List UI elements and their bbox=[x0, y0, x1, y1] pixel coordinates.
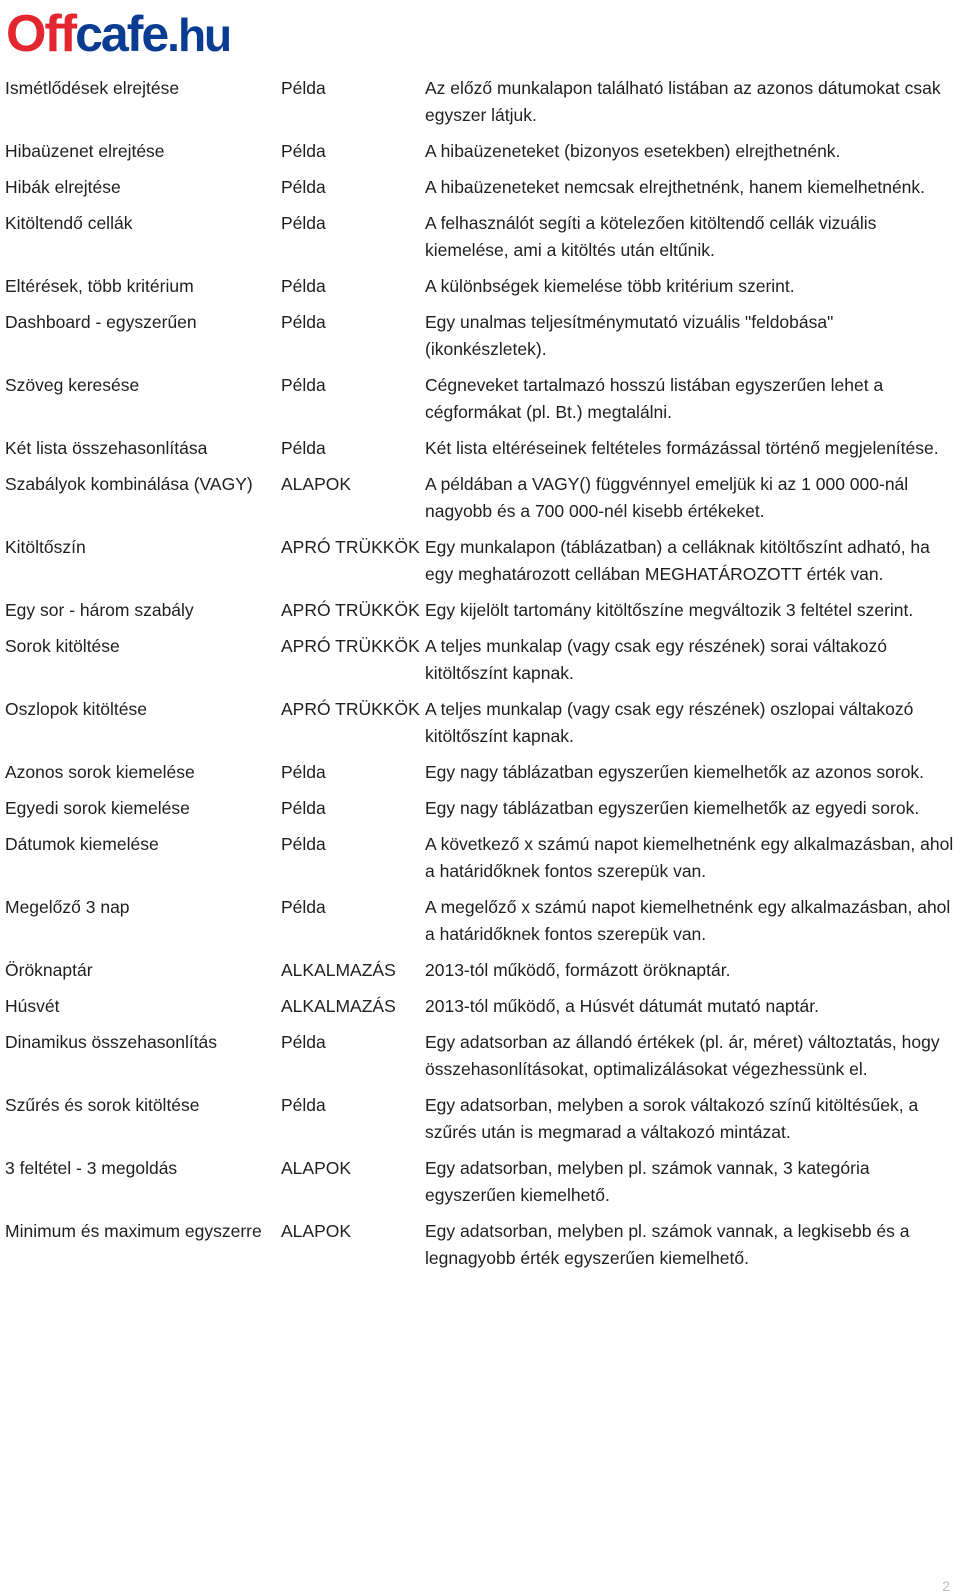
row-type: Példa bbox=[281, 1032, 326, 1052]
row-description: Egy munkalapon (táblázatban) a celláknak kitöltőszínt adható, ha egy meghatározott cellában MEGHATÁROZOTT érték van. bbox=[425, 537, 930, 584]
row-description: Az előző munkalapon található listában az azonos dátumokat csak egyszer látjuk. bbox=[425, 78, 941, 125]
table-row bbox=[5, 696, 955, 750]
row-type: Példa bbox=[281, 78, 326, 98]
row-name: Egy sor - három szabály bbox=[5, 600, 194, 620]
table-row bbox=[5, 1029, 955, 1083]
row-type: Példa bbox=[281, 834, 326, 854]
row-name: Ismétlődések elrejtése bbox=[5, 78, 180, 98]
row-description: Egy adatsorban az állandó értékek (pl. ár, méret) változtatás, hogy összehasonlításokat, optimalizálásokat végezhessünk el. bbox=[425, 1032, 940, 1079]
row-name: Kitöltőszín bbox=[5, 537, 86, 557]
row-type: APRÓ TRÜKKÖK bbox=[281, 600, 420, 620]
row-type: Példa bbox=[281, 213, 326, 233]
row-name: Húsvét bbox=[5, 996, 60, 1016]
row-name: Hibák elrejtése bbox=[5, 177, 121, 197]
row-description: Egy adatsorban, melyben pl. számok vannak, 3 kategória egyszerűen kiemelhető. bbox=[425, 1158, 870, 1205]
table-row bbox=[5, 1155, 955, 1209]
table-row bbox=[5, 795, 955, 822]
table-row bbox=[5, 597, 955, 624]
row-description: Két lista eltéréseinek feltételes formázással történő megjelenítése. bbox=[425, 438, 939, 458]
row-name: Két lista összehasonlítása bbox=[5, 438, 208, 458]
row-type: Példa bbox=[281, 762, 326, 782]
row-type: ALAPOK bbox=[281, 474, 352, 494]
table-row bbox=[5, 831, 955, 885]
row-name: Dinamikus összehasonlítás bbox=[5, 1032, 218, 1052]
table-row bbox=[5, 957, 955, 984]
row-type: Példa bbox=[281, 375, 326, 395]
row-description: A felhasználót segíti a kötelezően kitöltendő cellák vizuális kiemelése, ami a kitöltés után eltűnik. bbox=[425, 213, 877, 260]
logo-part-cafe: cafe bbox=[75, 6, 168, 62]
row-name: Megelőző 3 nap bbox=[5, 897, 130, 917]
row-description: A teljes munkalap (vagy csak egy részének) sorai váltakozó kitöltőszínt kapnak. bbox=[425, 636, 888, 683]
row-description: Cégneveket tartalmazó hosszú listában egyszerűen lehet a cégformákat (pl. Bt.) megtalálni. bbox=[425, 375, 884, 422]
row-name: Azonos sorok kiemelése bbox=[5, 762, 195, 782]
row-description: Egy nagy táblázatban egyszerűen kiemelhetők az azonos sorok. bbox=[425, 762, 925, 782]
table-row bbox=[5, 273, 955, 300]
table-row bbox=[5, 993, 955, 1020]
row-description: Egy adatsorban, melyben a sorok váltakozó színű kitöltésűek, a szűrés után is megmarad a váltakozó mintázat. bbox=[425, 1095, 919, 1142]
row-type: Példa bbox=[281, 141, 326, 161]
row-type: Példa bbox=[281, 798, 326, 818]
row-name: Dátumok kiemelése bbox=[5, 834, 159, 854]
table-row bbox=[5, 174, 955, 201]
row-name: Oszlopok kitöltése bbox=[5, 699, 148, 719]
row-type: APRÓ TRÜKKÖK bbox=[281, 636, 420, 656]
table-row bbox=[5, 534, 955, 588]
row-description: 2013-tól működő, a Húsvét dátumát mutató naptár. bbox=[425, 996, 819, 1016]
row-name: Eltérések, több kritérium bbox=[5, 276, 194, 296]
table-row bbox=[5, 210, 955, 264]
table-row bbox=[5, 75, 955, 129]
row-type: Példa bbox=[281, 1095, 326, 1115]
row-name: Szöveg keresése bbox=[5, 375, 140, 395]
row-type: Példa bbox=[281, 438, 326, 458]
row-type: ALKALMAZÁS bbox=[281, 960, 396, 980]
row-name: Kitöltendő cellák bbox=[5, 213, 133, 233]
table-row bbox=[5, 759, 955, 786]
logo-part-hu: .hu bbox=[167, 9, 231, 61]
row-description: A példában a VAGY() függvénnyel emeljük ki az 1 000 000-nál nagyobb és a 700 000-nél kisebb értékeket. bbox=[425, 474, 909, 521]
row-type: ALKALMAZÁS bbox=[281, 996, 396, 1016]
row-name: Öröknaptár bbox=[5, 960, 93, 980]
row-description: Egy nagy táblázatban egyszerűen kiemelhetők az egyedi sorok. bbox=[425, 798, 920, 818]
row-type: APRÓ TRÜKKÖK bbox=[281, 537, 420, 557]
row-name: 3 feltétel - 3 megoldás bbox=[5, 1158, 178, 1178]
table-row bbox=[5, 471, 955, 525]
row-type: APRÓ TRÜKKÖK bbox=[281, 699, 420, 719]
page-number: 2 bbox=[942, 1578, 950, 1594]
row-description: A teljes munkalap (vagy csak egy részének) oszlopai váltakozó kitöltőszínt kapnak. bbox=[425, 699, 914, 746]
row-type: Példa bbox=[281, 276, 326, 296]
table-row bbox=[5, 435, 955, 462]
row-type: ALAPOK bbox=[281, 1221, 352, 1241]
row-type: Példa bbox=[281, 177, 326, 197]
row-name: Hibaüzenet elrejtése bbox=[5, 141, 165, 161]
table-row bbox=[5, 1092, 955, 1146]
row-name: Minimum és maximum egyszerre bbox=[5, 1221, 262, 1241]
row-description: A megelőző x számú napot kiemelhetnénk egy alkalmazásban, ahol a határidőknek fontos szerepük van. bbox=[425, 897, 951, 944]
row-description: Egy kijelölt tartomány kitöltőszíne megváltozik 3 feltétel szerint. bbox=[425, 600, 914, 620]
table-row bbox=[5, 309, 955, 363]
row-type: Példa bbox=[281, 312, 326, 332]
example-list bbox=[5, 75, 955, 1272]
row-name: Szabályok kombinálása (VAGY) bbox=[5, 474, 253, 494]
logo-part-off: Off bbox=[6, 5, 76, 63]
row-name: Egyedi sorok kiemelése bbox=[5, 798, 190, 818]
row-description: A hibaüzeneteket (bizonyos esetekben) elrejthetnénk. bbox=[425, 141, 841, 161]
table-row bbox=[5, 894, 955, 948]
row-name: Sorok kitöltése bbox=[5, 636, 120, 656]
row-description: Egy unalmas teljesítménymutató vizuális "feldobása" (ikonkészletek). bbox=[425, 312, 834, 359]
offcafe-logo bbox=[6, 4, 230, 64]
row-description: A különbségek kiemelése több kritérium szerint. bbox=[425, 276, 795, 296]
row-description: A hibaüzeneteket nemcsak elrejthetnénk, hanem kiemelhetnénk. bbox=[425, 177, 926, 197]
row-description: 2013-tól működő, formázott öröknaptár. bbox=[425, 960, 731, 980]
table-row bbox=[5, 1218, 955, 1272]
table-row bbox=[5, 633, 955, 687]
table-row bbox=[5, 138, 955, 165]
row-name: Szűrés és sorok kitöltése bbox=[5, 1095, 200, 1115]
row-type: Példa bbox=[281, 897, 326, 917]
row-description: Egy adatsorban, melyben pl. számok vannak, a legkisebb és a legnagyobb érték egyszerűen kiemelhető. bbox=[425, 1221, 910, 1268]
row-description: A következő x számú napot kiemelhetnénk egy alkalmazásban, ahol a határidőknek fontos szerepük van. bbox=[425, 834, 954, 881]
row-name: Dashboard - egyszerűen bbox=[5, 312, 197, 332]
row-type: ALAPOK bbox=[281, 1158, 352, 1178]
table-row bbox=[5, 372, 955, 426]
